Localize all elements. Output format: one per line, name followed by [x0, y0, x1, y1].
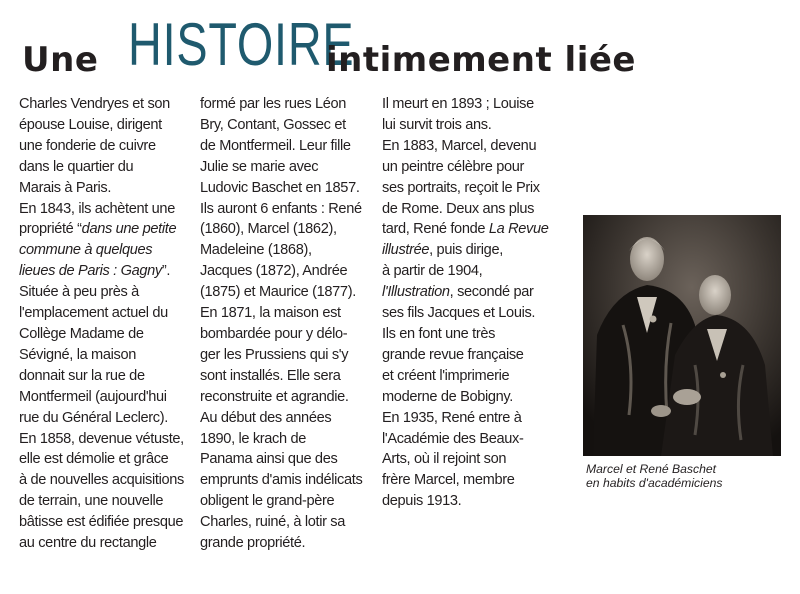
text-line — [19, 261, 199, 282]
text-fragment: , secondé par — [449, 284, 534, 301]
text-line: sont installés. Elle sera — [200, 367, 341, 384]
text-line: (1860), Marcel (1862), — [200, 221, 337, 238]
title-part-une: Une — [22, 40, 99, 80]
text-line — [19, 219, 199, 240]
title-part-intimement-liee: intimement liée — [326, 40, 636, 80]
text-line: Montfermeil (aujourd'hui — [19, 388, 167, 405]
text-line: ses fils Jacques et Louis. — [382, 305, 536, 322]
text-line: Jacques (1872), Andrée — [200, 263, 348, 280]
page-title — [22, 4, 782, 90]
text-line: En 1935, René entre à — [382, 409, 522, 426]
text-line: de Montfermeil. Leur fille — [200, 137, 351, 154]
text-line: dans le quartier du — [19, 158, 134, 175]
text-fragment-italic: commune à quelques — [19, 242, 153, 259]
text-line: Sévigné, la maison — [19, 346, 137, 363]
text-line: Julie se marie avec — [200, 158, 319, 175]
text-line: emprunts d'amis indélicats — [200, 472, 363, 489]
text-line: Il meurt en 1893 ; Louise — [382, 96, 534, 112]
text-line: une fonderie de cuivre — [19, 137, 156, 154]
text-line: à de nouvelles acquisitions — [19, 472, 184, 489]
text-fragment-italic: illustrée — [382, 242, 430, 259]
text-column-3 — [382, 94, 562, 512]
text-fragment-italic: dans une petite — [81, 221, 177, 238]
text-line: 1890, le krach de — [200, 430, 307, 447]
text-line: Arts, où il rejoint son — [382, 451, 507, 468]
text-line: Ils en font une très — [382, 325, 496, 342]
text-fragment-italic: lieues de Paris : Gagny — [19, 263, 162, 280]
text-line: l'emplacement actuel du — [19, 305, 168, 322]
text-fragment: propriété “ — [19, 221, 82, 238]
text-fragment-italic: La Revue — [488, 221, 549, 238]
text-line: Ils auront 6 enfants : René — [200, 200, 362, 217]
text-line: obligent le grand-père — [200, 493, 335, 510]
text-line: Ludovic Baschet en 1857. — [200, 179, 360, 196]
text-line: formé par les rues Léon — [200, 96, 347, 112]
text-line: frère Marcel, membre — [382, 472, 515, 489]
text-line: Charles Vendryes et son — [19, 96, 170, 112]
text-line: l'Académie des Beaux- — [382, 430, 524, 447]
text-line: rue du Général Leclerc). — [19, 409, 168, 426]
text-line: à partir de 1904, — [382, 263, 483, 280]
text-line: (1875) et Maurice (1877). — [200, 284, 356, 301]
text-line: Bry, Contant, Gossec et — [200, 116, 346, 133]
text-line — [19, 240, 199, 261]
text-line: En 1858, devenue vétuste, — [19, 430, 184, 447]
text-line: au centre du rectangle — [19, 535, 157, 552]
text-line: Marais à Paris. — [19, 179, 112, 196]
text-line: depuis 1913. — [382, 493, 462, 510]
text-line: En 1843, ils achètent une — [19, 200, 175, 217]
text-line: Madeleine (1868), — [200, 242, 312, 259]
caption-line-2: en habits d'académiciens — [586, 476, 723, 490]
text-line: Située à peu près à — [19, 284, 139, 301]
text-line: elle est démolie et grâce — [19, 451, 169, 468]
text-line: un peintre célèbre pour — [382, 158, 525, 175]
photo-caption — [586, 462, 786, 490]
text-line: reconstruite et agrandie. — [200, 388, 349, 405]
text-fragment: ”. — [161, 263, 171, 280]
caption-line-1: Marcel et René Baschet — [586, 462, 717, 476]
text-line — [382, 282, 562, 303]
text-line: donnait sur la rue de — [19, 367, 145, 384]
text-line: bâtisse est édifiée presque — [19, 514, 184, 531]
text-line: Panama ainsi que des — [200, 451, 338, 468]
text-line: En 1871, la maison est — [200, 305, 341, 322]
text-fragment: tard, René fonde — [382, 221, 489, 238]
text-line: et créent l'imprimerie — [382, 367, 510, 384]
text-line: grande propriété. — [200, 535, 306, 552]
portrait-illustration — [583, 215, 781, 456]
portrait-photo — [583, 215, 781, 456]
text-line: ger les Prussiens qui s'y — [200, 346, 349, 363]
text-line: Collège Madame de — [19, 325, 144, 342]
text-line: En 1883, Marcel, devenu — [382, 137, 537, 154]
text-fragment-italic: l'Illustration — [382, 284, 450, 301]
text-line — [382, 219, 562, 240]
text-line: lui survit trois ans. — [382, 116, 492, 133]
title-accent-histoire: HISTOIRE — [128, 11, 355, 78]
text-line: Au début des années — [200, 409, 332, 426]
text-line: moderne de Bobigny. — [382, 388, 513, 405]
text-line: de Rome. Deux ans plus — [382, 200, 535, 217]
text-line: Charles, ruiné, à lotir sa — [200, 514, 346, 531]
text-column-1 — [19, 94, 199, 554]
text-line: ses portraits, reçoit le Prix — [382, 179, 540, 196]
text-fragment: , puis dirige, — [429, 242, 503, 259]
text-line: bombardée pour y délo- — [200, 325, 348, 342]
text-line: de terrain, une nouvelle — [19, 493, 164, 510]
text-line: grande revue française — [382, 346, 524, 363]
text-line — [382, 240, 562, 261]
text-column-2 — [200, 94, 380, 554]
text-line: épouse Louise, dirigent — [19, 116, 162, 133]
